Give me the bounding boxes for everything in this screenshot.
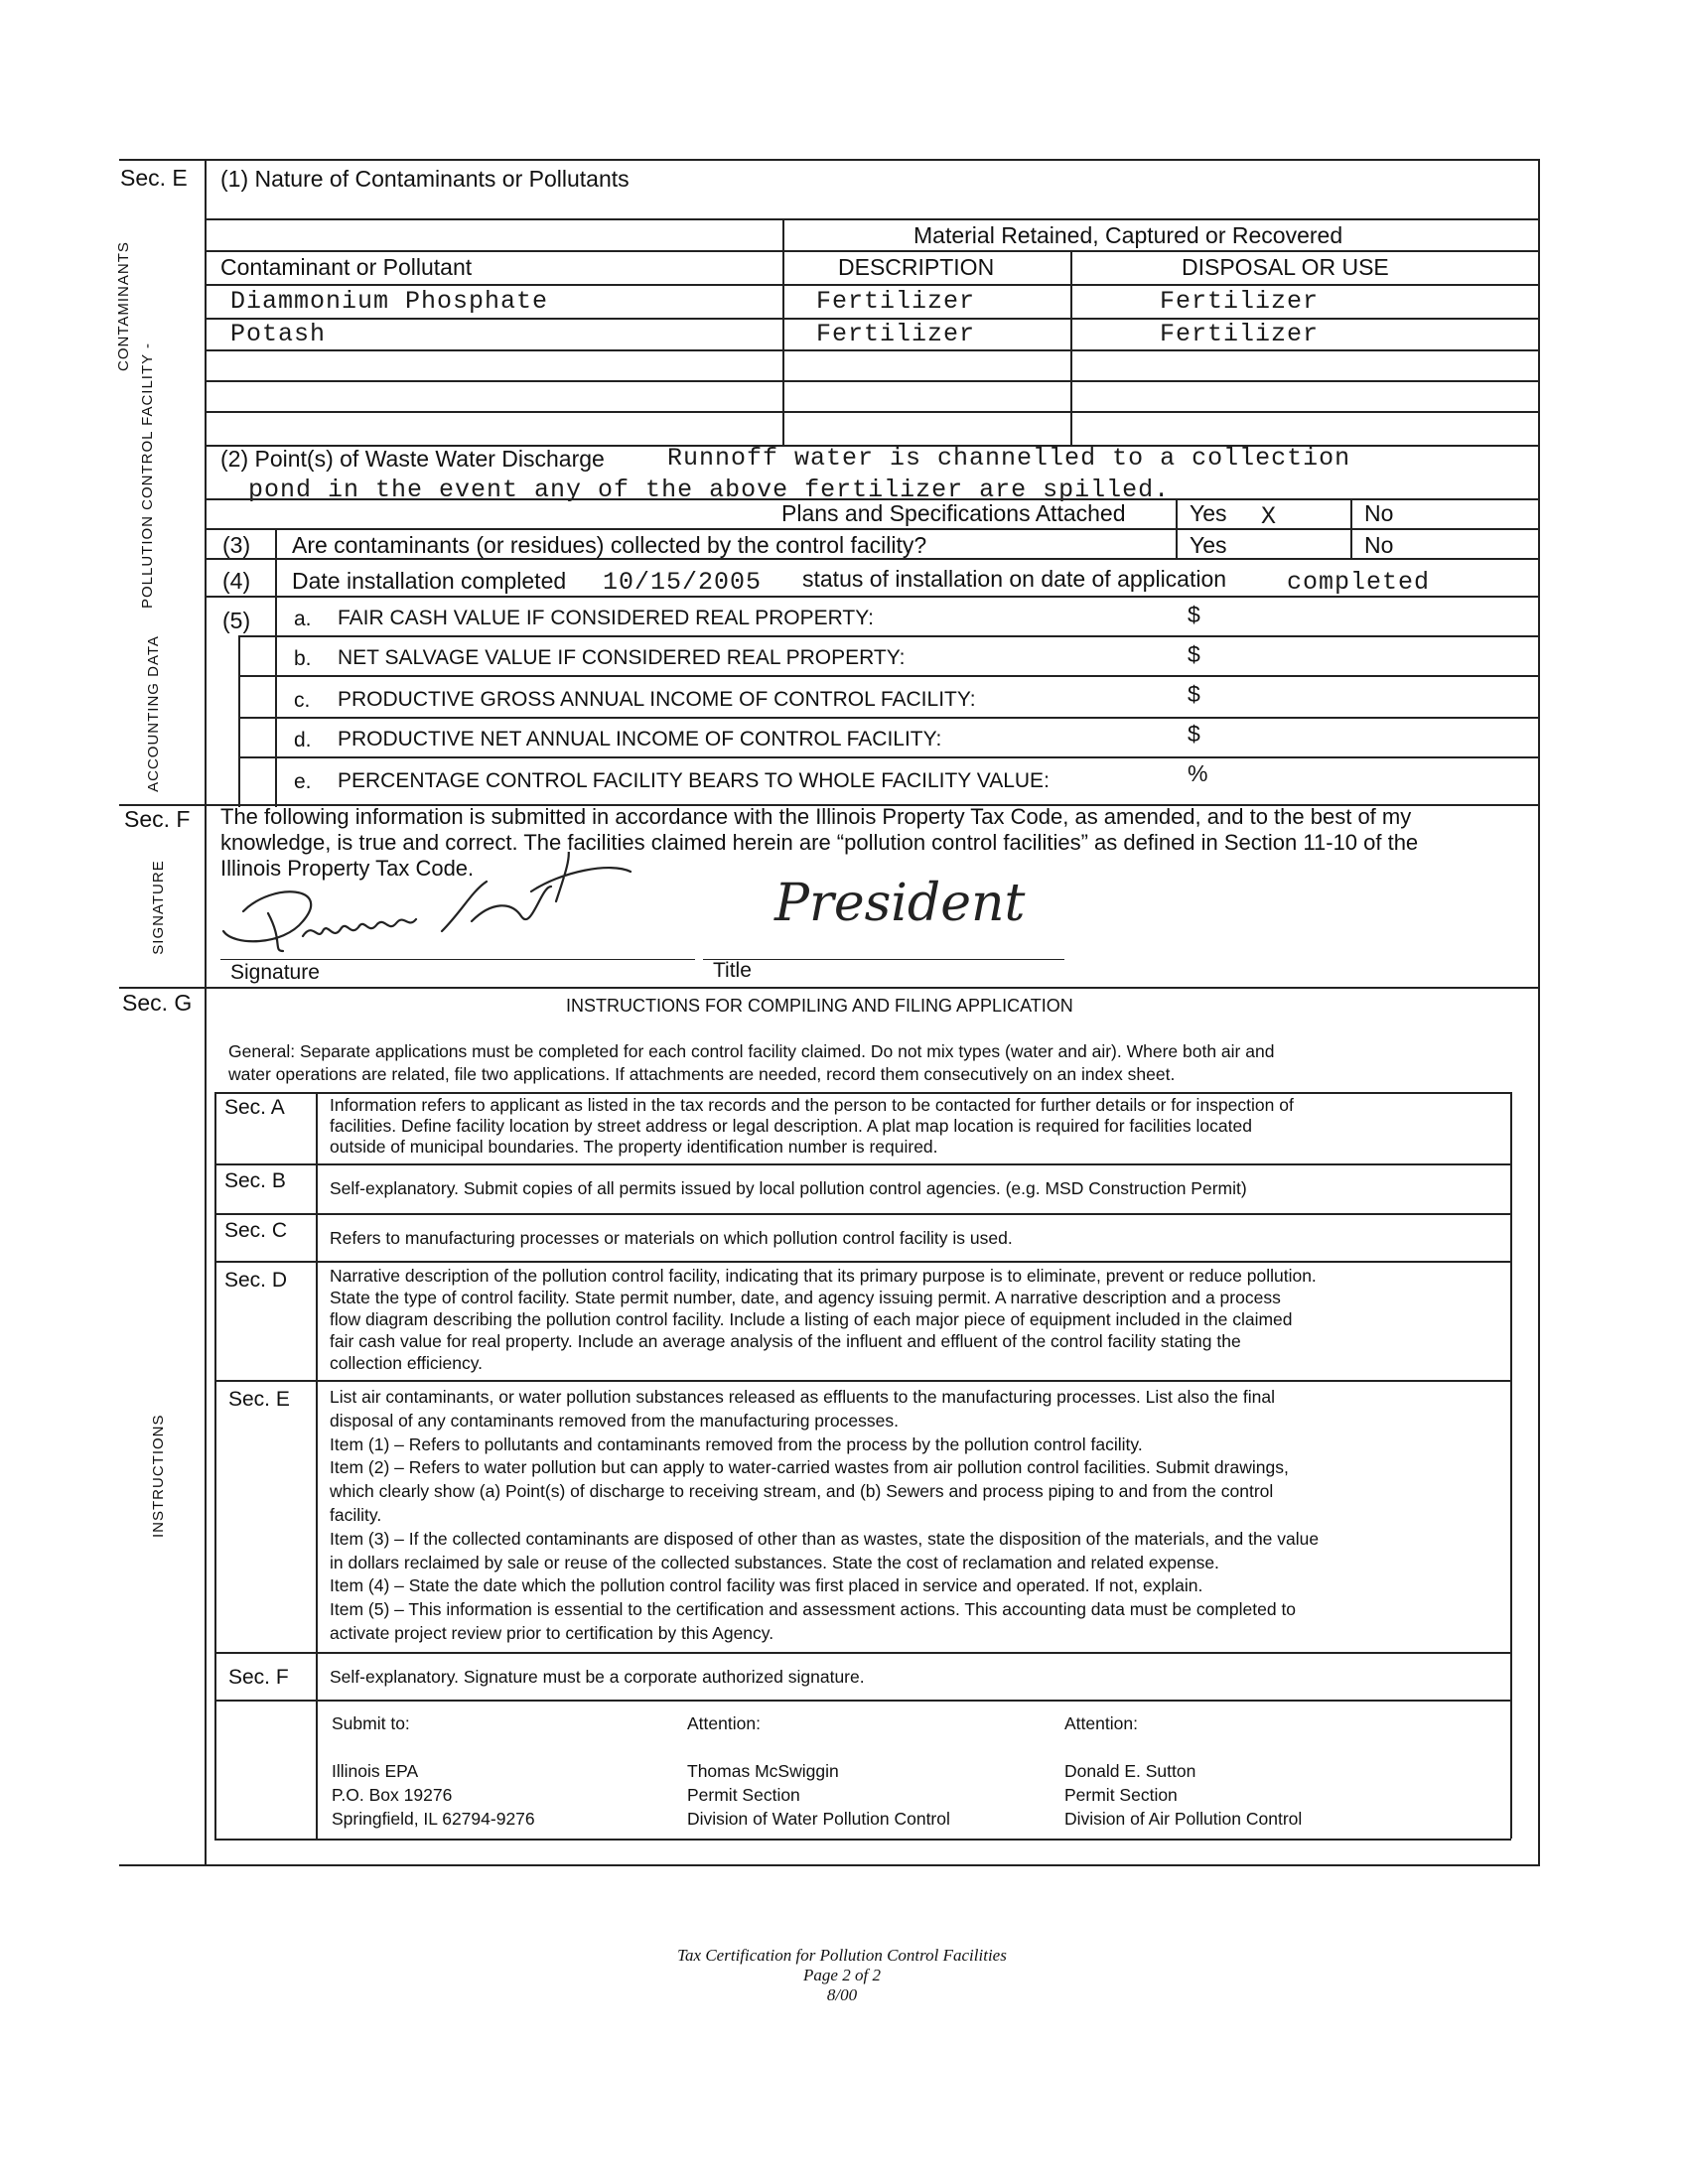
attention-line: Division of Air Pollution Control — [1064, 1809, 1303, 1829]
rule — [238, 756, 1538, 758]
item5d-unit: $ — [1188, 721, 1200, 747]
sec-e-side-label-2: CONTAMINANTS — [115, 241, 132, 371]
item5d-letter: d. — [294, 729, 312, 751]
item3-num: (3) — [222, 532, 251, 558]
instr-line: Narrative description of the pollution control facility, indicating that its primary purpose is to eliminate, prevent or reduce pollution. — [330, 1266, 1317, 1286]
instr-line: which clearly show (a) Point(s) of discharge to receiving stream, and (b) Sewers and process piping to and from the control — [330, 1481, 1274, 1502]
instr-sec-e-label: Sec. E — [228, 1388, 290, 1411]
rule — [214, 1261, 1511, 1263]
rule — [119, 1864, 1540, 1866]
attention-line: Division of Water Pollution Control — [687, 1809, 950, 1829]
item5-num: (5) — [222, 608, 251, 633]
rule — [205, 380, 1538, 382]
item3-no-label: No — [1364, 532, 1394, 558]
item4-date: 10/15/2005 — [603, 568, 791, 597]
item5c-unit: $ — [1188, 681, 1200, 707]
item4-num: (4) — [222, 568, 251, 594]
form-border-right — [1538, 159, 1540, 1866]
instr-line: List air contaminants, or water pollution substances released as effluents to the manufacturing processes. List also the final — [330, 1387, 1276, 1407]
item5b-text: NET SALVAGE VALUE IF CONSIDERED REAL PROPERTY: — [338, 646, 906, 669]
item4-label-b: status of installation on date of application — [802, 566, 1227, 592]
plans-yes-label: Yes — [1190, 500, 1227, 526]
rule — [214, 1092, 216, 1839]
rule — [205, 596, 1538, 598]
item5b-letter: b. — [294, 647, 312, 670]
instr-sec-a-text — [330, 1095, 1507, 1158]
item4-label-a: Date installation completed — [292, 568, 567, 594]
rule — [214, 1163, 1511, 1165]
instr-sec-d-label: Sec. D — [224, 1269, 288, 1292]
attention-line: Thomas McSwiggin — [687, 1761, 839, 1781]
sec-g-side-label: INSTRUCTIONS — [150, 1414, 167, 1538]
sec-e-label: Sec. E — [120, 165, 188, 191]
rule — [1070, 250, 1072, 447]
general-line: General: Separate applications must be completed for each control facility claimed. Do not mix types (water and air). Where both air and — [228, 1041, 1275, 1061]
item5e-text: PERCENTAGE CONTROL FACILITY BEARS TO WHOLE FACILITY VALUE: — [338, 769, 1050, 792]
title-label: Title — [713, 959, 752, 982]
instr-line: disposal of any contaminants removed from the manufacturing processes. — [330, 1410, 899, 1431]
item5d-text: PRODUCTIVE NET ANNUAL INCOME OF CONTROL FACILITY: — [338, 728, 942, 751]
attention-heading: Attention: — [687, 1713, 761, 1733]
instr-line: facility. — [330, 1504, 382, 1525]
instr-line: State the type of control facility. State permit number, date, and agency issuing permit. A narrative description and a process — [330, 1288, 1281, 1307]
instr-line: Item (4) – State the date which the pollution control facility was first placed in service and operated. If not, explain. — [330, 1575, 1203, 1596]
rule — [214, 1652, 1511, 1654]
instr-sec-b-label: Sec. B — [224, 1169, 286, 1192]
address-line: Illinois EPA — [332, 1761, 419, 1781]
table-row-1-disposal: Fertilizer — [1160, 287, 1320, 316]
instr-line: Information refers to applicant as listed in the tax records and the person to be contacted for further details or for inspection of — [330, 1095, 1294, 1115]
instr-line: Item (2) – Refers to water pollution but can apply to water-carried wastes from air pollution control facilities. Submit drawings, — [330, 1457, 1289, 1478]
table-row-2-disposal: Fertilizer — [1160, 320, 1320, 348]
rule — [316, 1092, 318, 1839]
rule — [205, 558, 1538, 560]
section-divider-left — [205, 159, 207, 1866]
instr-line: Self-explanatory. Submit copies of all permits issued by local pollution control agencies. (e.g. MSD Construction Permit) — [330, 1178, 1247, 1198]
instructions-heading: INSTRUCTIONS FOR COMPILING AND FILING APPLICATION — [566, 996, 1073, 1016]
instr-line: Item (5) – This information is essential to the certification and assessment actions. This accounting data must be completed to — [330, 1599, 1297, 1620]
sec-g-label: Sec. G — [122, 990, 193, 1016]
rule — [205, 528, 1538, 530]
table-row-1-contaminant: Diammonium Phosphate — [230, 287, 549, 316]
item3-label: Are contaminants (or residues) collected by the control facility? — [292, 532, 927, 558]
item5c-letter: c. — [294, 689, 311, 712]
col-contaminant-header: Contaminant or Pollutant — [220, 254, 473, 280]
submit-to-heading: Submit to: — [332, 1713, 410, 1733]
table-row-2-description: Fertilizer — [816, 320, 976, 348]
rule — [214, 1700, 1511, 1702]
rule — [214, 1092, 1511, 1094]
address-line: P.O. Box 19276 — [332, 1785, 453, 1805]
item2-label: (2) Point(s) of Waste Water Discharge — [220, 446, 605, 472]
rule — [205, 284, 1538, 286]
instr-line: facilities. Define facility location by street address or legal description. A plat map location is required for facilities located — [330, 1116, 1252, 1136]
instr-line: Item (1) – Refers to pollutants and contaminants removed from the process by the pollution control facility. — [330, 1433, 1143, 1454]
rule — [1510, 1092, 1512, 1839]
item5a-letter: a. — [294, 608, 312, 630]
handwritten-title: President — [774, 874, 1026, 933]
plans-no-label: No — [1364, 500, 1394, 526]
item5b-unit: $ — [1188, 641, 1200, 667]
attention-line: Permit Section — [1064, 1785, 1178, 1805]
general-instructions — [228, 1040, 1535, 1086]
statement-line: Illinois Property Tax Code. — [220, 856, 475, 881]
rule — [214, 1213, 1511, 1215]
rule — [119, 987, 1540, 989]
rule — [238, 675, 1538, 677]
item2-value-line1: Runnoff water is channelled to a collection — [667, 444, 1351, 473]
rule — [205, 349, 1538, 351]
table-row-2-contaminant: Potash — [230, 320, 327, 348]
instr-line: activate project review prior to certification by this Agency. — [330, 1622, 774, 1643]
col-description-header: DESCRIPTION — [838, 254, 995, 280]
col-disposal-header: DISPOSAL OR USE — [1182, 254, 1389, 280]
item5a-unit: $ — [1188, 602, 1200, 627]
statement-line: knowledge, is true and correct. The facilities claimed herein are “pollution control facilities” as defined in Section 11-10 of the — [220, 830, 1419, 855]
rule — [205, 250, 1538, 252]
accounting-data-side-label: ACCOUNTING DATA — [145, 635, 162, 792]
sec-e-side-label: POLLUTION CONTROL FACILITY - — [139, 341, 156, 610]
instr-sec-c-text — [330, 1227, 1507, 1250]
item5a-text: FAIR CASH VALUE IF CONSIDERED REAL PROPERTY: — [338, 607, 874, 629]
plans-label: Plans and Specifications Attached — [781, 500, 1126, 526]
attention-air-block — [1064, 1711, 1302, 1831]
rule — [214, 1380, 1511, 1382]
item3-yes-label: Yes — [1190, 532, 1227, 558]
sec-f-side-label: SIGNATURE — [150, 860, 167, 955]
item5e-letter: e. — [294, 770, 312, 793]
instr-line: Refers to manufacturing processes or materials on which pollution control facility is used. — [330, 1228, 1013, 1248]
instr-sec-f-text — [330, 1666, 1507, 1689]
rule — [275, 528, 277, 807]
instr-line: collection efficiency. — [330, 1353, 484, 1373]
title-line — [703, 959, 1064, 960]
instr-sec-f-label: Sec. F — [228, 1666, 289, 1689]
instr-sec-a-label: Sec. A — [224, 1096, 285, 1119]
attention-heading: Attention: — [1064, 1713, 1138, 1733]
sec-f-label: Sec. F — [124, 806, 191, 832]
instr-line: in dollars reclaimed by sale or reuse of the collected substances. State the cost of reclamation and related expense. — [330, 1552, 1219, 1572]
instr-line: outside of municipal boundaries. The property identification number is required. — [330, 1137, 938, 1157]
page-footer — [544, 1946, 1140, 2005]
item4-status: completed — [1287, 568, 1475, 597]
general-line: water operations are related, file two applications. If attachments are needed, record them consecutively on an index sheet. — [228, 1064, 1176, 1084]
attention-line: Permit Section — [687, 1785, 800, 1805]
rule — [205, 411, 1538, 413]
item5c-text: PRODUCTIVE GROSS ANNUAL INCOME OF CONTROL FACILITY: — [338, 688, 976, 711]
instr-line: fair cash value for real property. Include an average analysis of the influent and effluent of the control facility stating the — [330, 1331, 1241, 1351]
rule — [238, 635, 1538, 637]
signature-line — [220, 959, 695, 960]
instr-sec-b-text — [330, 1177, 1507, 1200]
footer-page-number: Page 2 of 2 — [803, 1966, 881, 1984]
instr-sec-c-label: Sec. C — [224, 1219, 288, 1242]
rule — [238, 717, 1538, 719]
instr-sec-d-text — [330, 1265, 1507, 1374]
table-row-1-description: Fertilizer — [816, 287, 976, 316]
rule — [238, 635, 240, 807]
address-line: Springfield, IL 62794-9276 — [332, 1809, 535, 1829]
instr-line: Item (3) – If the collected contaminants are disposed of other than as wastes, state the disposition of the materials, and the value — [330, 1528, 1320, 1549]
top-rule — [119, 159, 1540, 161]
submit-to-block — [332, 1711, 535, 1831]
material-header: Material Retained, Captured or Recovered — [913, 222, 1343, 248]
rule — [205, 218, 1538, 220]
attention-line: Donald E. Sutton — [1064, 1761, 1196, 1781]
statement-line: The following information is submitted in accordance with the Illinois Property Tax Code, as amended, and to the best of my — [220, 804, 1412, 829]
item2-value-line2: pond in the event any of the above fertilizer are spilled. — [248, 476, 1171, 504]
footer-title: Tax Certification for Pollution Control Facilities — [677, 1946, 1007, 1965]
signature-label: Signature — [230, 961, 320, 984]
instr-line: flow diagram describing the pollution control facility. Include a listing of each major piece of equipment included in the claimed — [330, 1309, 1293, 1329]
rule — [214, 1839, 1511, 1841]
signature-image — [213, 852, 730, 961]
instr-line: Self-explanatory. Signature must be a corporate authorized signature. — [330, 1667, 865, 1687]
item1-label: (1) Nature of Contaminants or Pollutants — [220, 166, 630, 192]
plans-yes-mark: X — [1261, 502, 1278, 531]
attention-water-block — [687, 1711, 950, 1831]
footer-revision: 8/00 — [826, 1985, 858, 2004]
instr-sec-e-text — [330, 1386, 1507, 1646]
item5e-unit: % — [1188, 760, 1208, 786]
